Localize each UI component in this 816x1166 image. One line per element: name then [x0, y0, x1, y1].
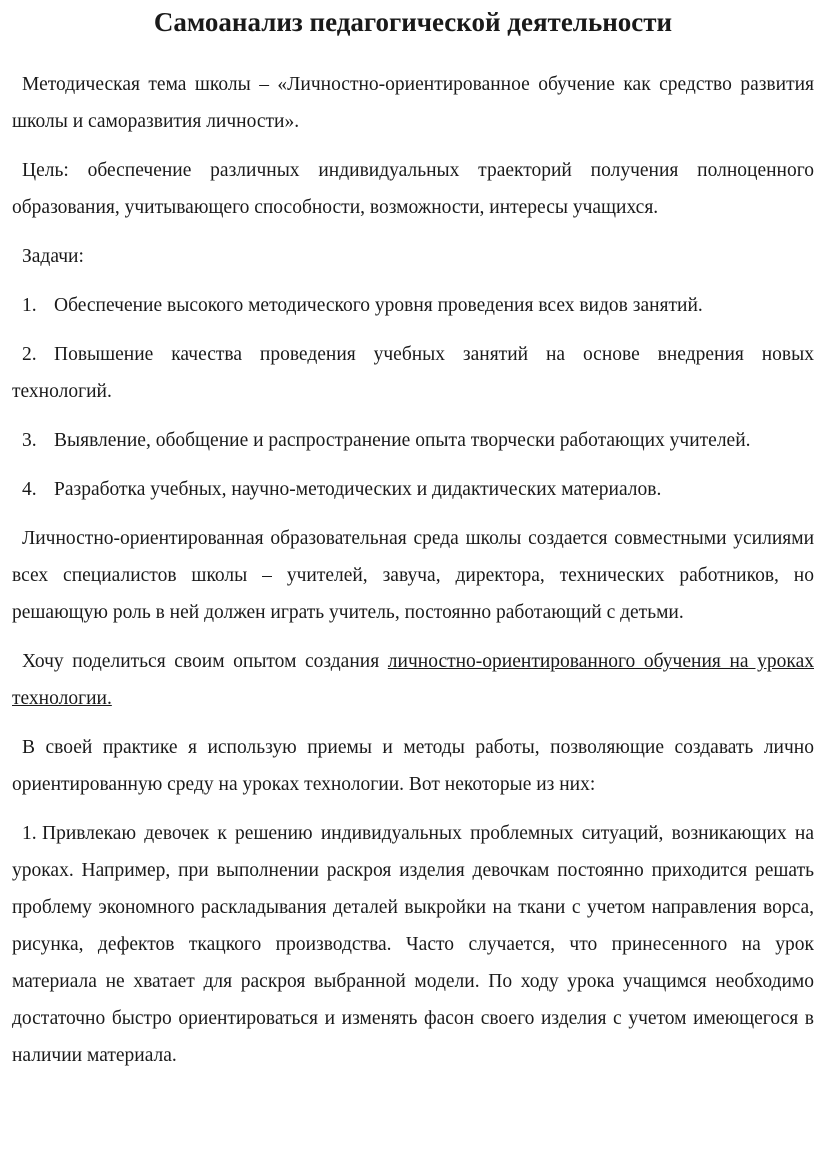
- task-item-3: [12, 422, 814, 459]
- task-text: Повышение качества проведения учебных занятий на основе внедрения новых технологий.: [12, 344, 814, 402]
- task-number: 4.: [22, 479, 37, 500]
- experience-underlined-text: личностно-ориентированного обучения на уроках технологии.: [12, 651, 814, 709]
- method-item-1: [12, 815, 814, 1074]
- method-text: Привлекаю девочек к решению индивидуальных проблемных ситуаций, возникающих на уроках. Например, при выполнении раскроя изделия девочкам постоянно приходится решать проблему экономного раскладывания деталей выкройки на ткани с учетом направления ворса, рисунка, дефектов ткацкого производства. Часто случается, что принесенного на урок материала не хватает для раскроя выбранной модели. По ходу урока учащимся необходимо достаточно быстро ориентироваться и изменять фасон своего изделия с учетом имеющегося в наличии материала.: [12, 823, 814, 1066]
- task-text: Выявление, обобщение и распространение опыта творчески работающих учителей.: [54, 430, 751, 451]
- task-text: Обеспечение высокого методического уровня проведения всех видов занятий.: [54, 295, 703, 316]
- document-title: Самоанализ педагогической деятельности: [153, 7, 673, 37]
- task-number: 3.: [22, 430, 37, 451]
- goal-paragraph: Цель: обеспечение различных индивидуальных траекторий получения полноценного образования, учитывающего способности, возможности, интересы учащихся.: [12, 160, 814, 218]
- task-number: 1.: [22, 295, 37, 316]
- methodical-theme-paragraph: Методическая тема школы – «Личностно-ориентированное обучение как средство развития школы и саморазвития личности».: [12, 74, 814, 132]
- document-page: [12, 0, 814, 1074]
- task-text: Разработка учебных, научно-методических и дидактических материалов.: [54, 479, 662, 500]
- environment-paragraph: Личностно-ориентированная образовательная среда школы создается совместными усилиями всех специалистов школы – учителей, завуча, директора, технических работников, но решающую роль в ней должен играть учитель, постоянно работающий с детьми.: [12, 528, 814, 623]
- task-item-1: [12, 287, 814, 324]
- task-item-4: [12, 471, 814, 508]
- task-item-2: [12, 336, 814, 410]
- method-number: 1.: [22, 823, 37, 844]
- experience-text: Хочу поделиться своим опытом создания: [22, 651, 388, 672]
- task-number: 2.: [22, 344, 37, 365]
- experience-paragraph: [12, 643, 814, 717]
- tasks-heading: Задачи:: [22, 246, 84, 267]
- practice-paragraph: В своей практике я использую приемы и методы работы, позволяющие создавать лично ориентированную среду на уроках технологии. Вот некоторые из них:: [12, 737, 814, 795]
